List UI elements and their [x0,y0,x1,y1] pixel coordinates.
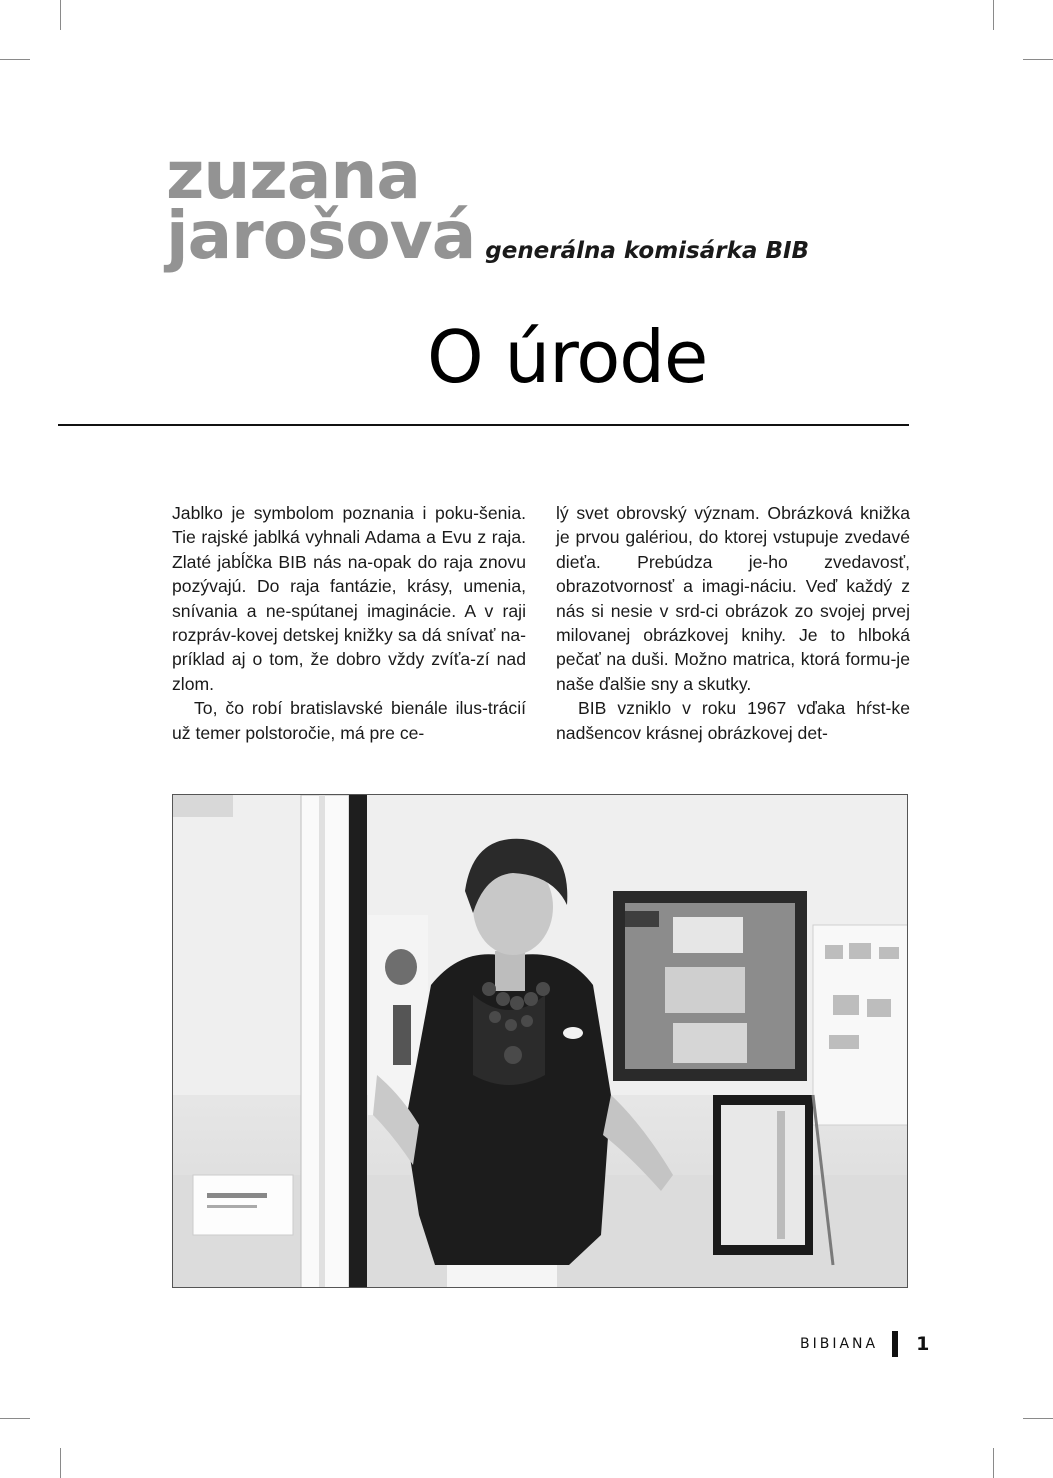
crop-mark [0,59,30,60]
photo-illustration [173,795,908,1288]
author-block [166,137,810,274]
crop-mark [993,0,994,30]
paragraph: BIB vzniklo v roku 1967 vďaka hŕst-ke nadšencov krásnej obrázkovej det- [556,698,910,743]
author-role: generálna komisárka BIB [485,238,810,264]
author-photo [172,794,908,1288]
paragraph: To, čo robí bratislavské bienále ilus-trácií už temer polstoročie, má pre ce- [172,698,526,743]
page-number: 1 [916,1333,930,1355]
title-rule [58,424,909,426]
text-column-right [556,501,910,745]
crop-mark [60,0,61,30]
article-title: O úrode [427,315,708,399]
paragraph: Jablko je symbolom poznania i poku-šenia. Tie rajské jablká vyhnali Adama a Evu z raja. Zlaté jabĺčka BIB nás na-opak do raja znovu pozývajú. Do raja fantázie, krásy, umenia, snívania a ne-spútanej imaginácie. A v raji rozpráv-kovej detskej knižky sa dá snívať na-príklad aj o tom, že dobro vždy zvíťa-zí nad zlom. [172,503,526,694]
paragraph: lý svet obrovský význam. Obrázková knižka je prvou galériou, do ktorej vstupuje zvedavé dieťa. Prebúdza je-ho zvedavosť, obrazotvornosť a imagi-náciu. Veď každý z nás si nesie v srd-ci obrázok zo svojej prvej milovanej obrázkovej knihy. Je to hlboká pečať na duši. Možno matrica, ktorá formu-je naše ďalšie sny a skutky. [556,503,910,694]
page-footer [800,1331,929,1357]
footer-divider [892,1331,898,1357]
crop-mark [1023,59,1053,60]
author-last-name: jarošová [166,197,476,274]
crop-mark [993,1448,994,1478]
magazine-name: BIBIANA [800,1336,879,1352]
author-first-name: zuzana [166,137,420,214]
crop-mark [0,1418,30,1419]
crop-mark [60,1448,61,1478]
crop-mark [1023,1418,1053,1419]
text-column-left [172,501,526,745]
author-name-row [166,197,810,274]
